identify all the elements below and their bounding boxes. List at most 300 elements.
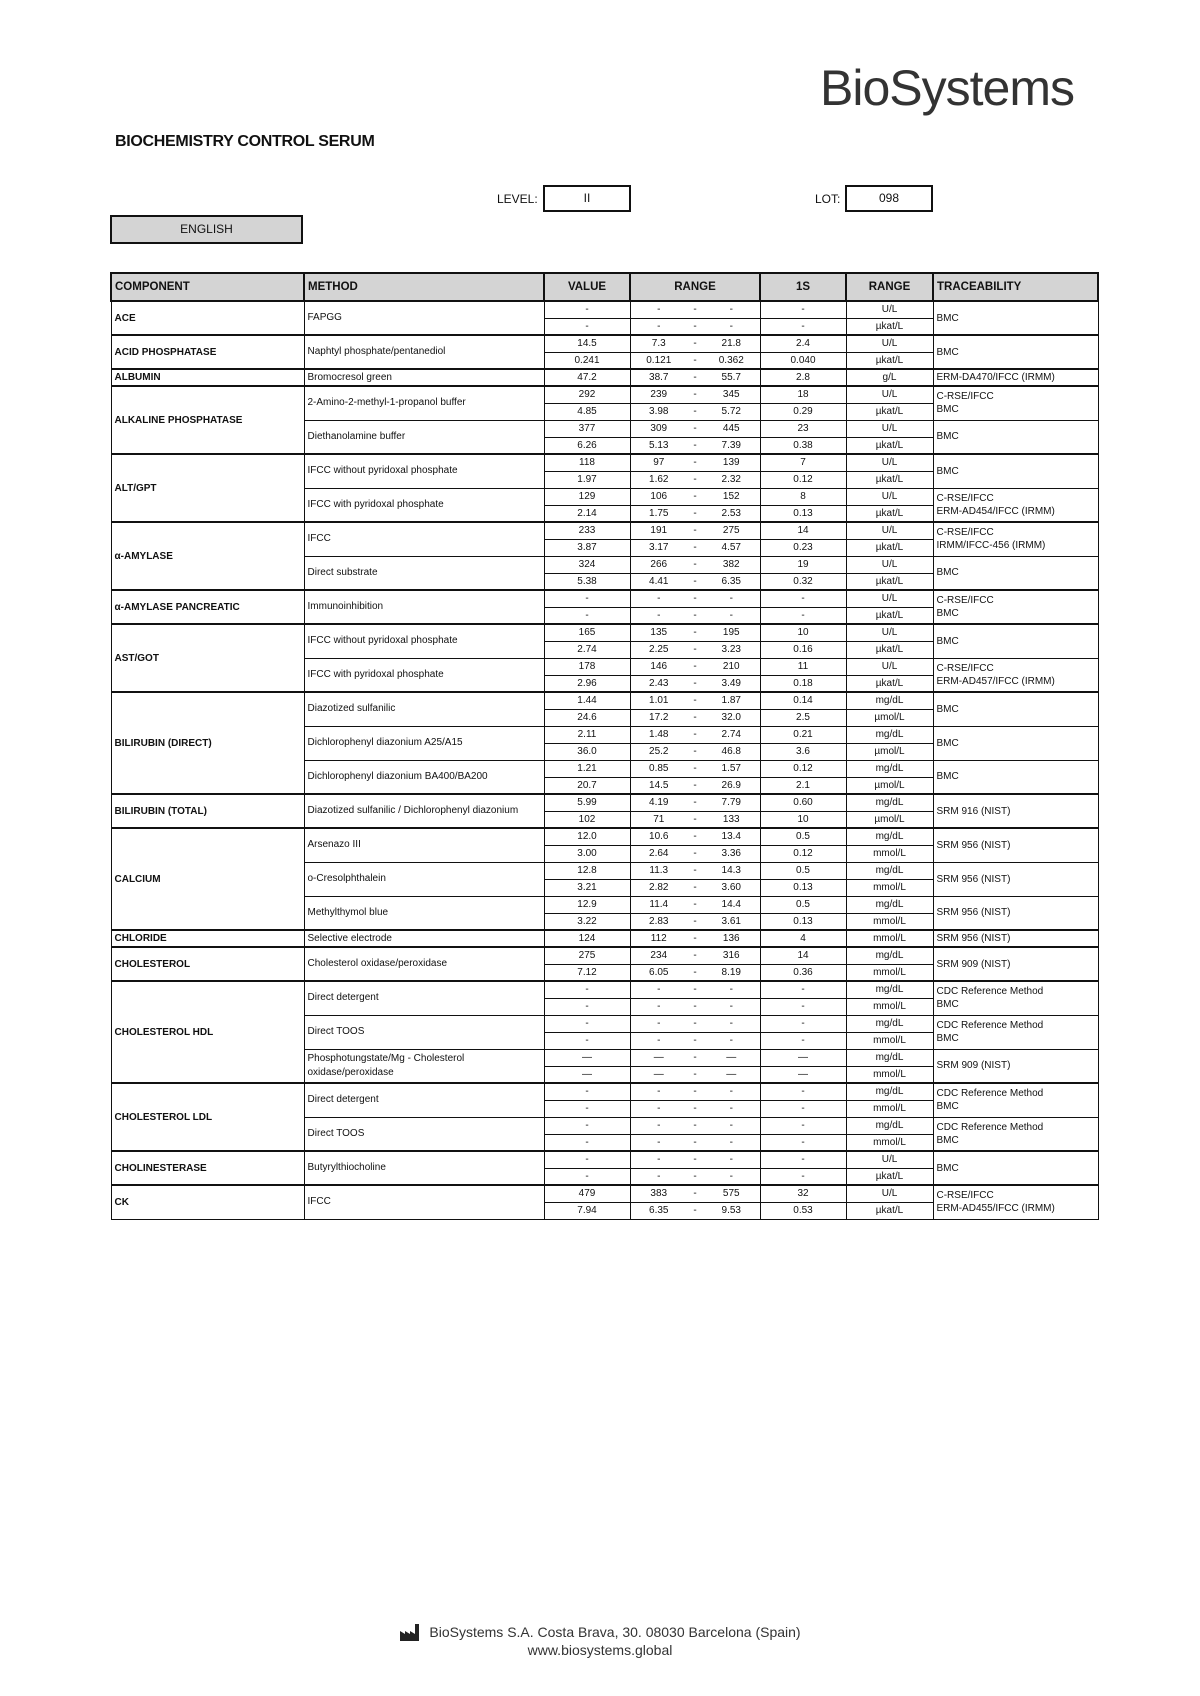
range-cell xyxy=(630,675,760,692)
sd-cell: 10 xyxy=(760,624,846,641)
unit-cell: mmol/L xyxy=(846,1134,933,1151)
unit-cell: U/L xyxy=(846,301,933,318)
sd-cell: 0.16 xyxy=(760,641,846,658)
value-cell: 6.26 xyxy=(544,437,630,454)
range-high: 55.7 xyxy=(721,372,741,383)
method-name: Cholesterol oxidase/peroxidase xyxy=(304,947,544,981)
traceability-cell xyxy=(933,488,1098,522)
traceability-cell xyxy=(933,624,1098,658)
sd-cell: 0.23 xyxy=(760,539,846,556)
range-cell xyxy=(630,1202,760,1219)
unit-cell: U/L xyxy=(846,335,933,352)
range-low: - xyxy=(657,1120,661,1131)
range-low: 6.05 xyxy=(649,966,669,978)
traceability-line: C-RSE/IFCC xyxy=(936,527,994,539)
traceability-cell xyxy=(933,1083,1098,1117)
range-low: 0.121 xyxy=(646,354,672,366)
method-name: IFCC with pyridoxal phosphate xyxy=(304,488,544,522)
range-cell xyxy=(630,1049,760,1066)
range-cell xyxy=(630,420,760,437)
range-cell xyxy=(630,641,760,658)
traceability-cell xyxy=(933,386,1098,420)
value-cell: 275 xyxy=(544,947,630,964)
range-high: - xyxy=(729,1018,733,1029)
range-high: 2.53 xyxy=(721,507,741,519)
range-cell xyxy=(630,539,760,556)
range-low: 2.83 xyxy=(649,915,669,927)
range-high: - xyxy=(729,593,733,605)
sd-cell: - xyxy=(760,998,846,1015)
control-values-table xyxy=(110,272,1099,1220)
traceability-cell xyxy=(933,454,1098,488)
range-separator: - xyxy=(693,1068,697,1080)
range-high: - xyxy=(729,984,733,996)
level-value: II xyxy=(543,185,631,212)
unit-cell: g/L xyxy=(846,369,933,386)
unit-cell: µkat/L xyxy=(846,573,933,590)
unit-cell: mmol/L xyxy=(846,964,933,981)
range-cell xyxy=(630,845,760,862)
sd-cell: 32 xyxy=(760,1185,846,1202)
range-high: 4.57 xyxy=(721,542,741,553)
value-cell: 102 xyxy=(544,811,630,828)
sd-cell: 0.29 xyxy=(760,403,846,420)
range-cell xyxy=(630,896,760,913)
traceability-cell xyxy=(933,760,1098,794)
value-cell: — xyxy=(544,1049,630,1066)
range-high: 1.87 xyxy=(721,695,741,707)
range-separator: - xyxy=(693,966,697,978)
range-cell xyxy=(630,1015,760,1032)
range-low: 266 xyxy=(650,559,668,570)
traceability-line: C-RSE/IFCC xyxy=(936,492,994,504)
range-low: 7.3 xyxy=(651,338,666,350)
range-high: 7.39 xyxy=(721,439,741,451)
traceability-line: CDC Reference Method xyxy=(936,1121,1044,1133)
sd-cell: 14 xyxy=(760,947,846,964)
unit-cell: µkat/L xyxy=(846,352,933,369)
range-low: 239 xyxy=(650,389,668,401)
unit-cell: µmol/L xyxy=(846,743,933,760)
range-separator: - xyxy=(693,746,697,757)
range-low: 97 xyxy=(653,457,665,469)
sd-cell: 2.1 xyxy=(760,777,846,794)
range-low: 0.85 xyxy=(649,763,669,774)
value-cell: - xyxy=(544,607,630,624)
traceability-cell xyxy=(933,692,1098,726)
component-name: CHOLESTEROL LDL xyxy=(111,1083,304,1151)
value-cell: — xyxy=(544,1066,630,1083)
method-name: Arsenazo III xyxy=(304,828,544,862)
traceability-line: ERM-DA470/IFCC (IRMM) xyxy=(936,372,1055,383)
sd-cell: 0.040 xyxy=(760,352,846,369)
value-cell: 5.38 xyxy=(544,573,630,590)
traceability-line: CDC Reference Method xyxy=(936,1020,1044,1031)
method-name: Direct TOOS xyxy=(304,1117,544,1151)
range-high: - xyxy=(729,1086,733,1098)
method-name: Direct substrate xyxy=(304,556,544,590)
header-range: RANGE xyxy=(630,273,760,301)
traceability-line: ERM-AD455/IFCC (IRMM) xyxy=(936,1203,1055,1215)
lot-label: LOT: xyxy=(815,192,841,206)
sd-cell: 0.12 xyxy=(760,471,846,488)
range-separator: - xyxy=(693,712,697,723)
traceability-line: SRM 909 (NIST) xyxy=(936,1060,1011,1072)
value-cell: 36.0 xyxy=(544,743,630,760)
method-name: Diazotized sulfanilic xyxy=(304,692,544,726)
range-high: 1.57 xyxy=(721,763,741,774)
unit-cell: µkat/L xyxy=(846,1202,933,1219)
traceability-line: CDC Reference Method xyxy=(936,986,1044,998)
sd-cell: 0.5 xyxy=(760,828,846,845)
traceability-cell xyxy=(933,947,1098,981)
sd-cell: 0.13 xyxy=(760,913,846,930)
value-cell: 3.21 xyxy=(544,879,630,896)
range-separator: - xyxy=(693,457,697,469)
sd-cell: 2.5 xyxy=(760,709,846,726)
value-cell: - xyxy=(544,998,630,1015)
range-cell xyxy=(630,913,760,930)
unit-cell: mmol/L xyxy=(846,845,933,862)
range-separator: - xyxy=(693,354,697,366)
range-cell xyxy=(630,828,760,845)
table-row xyxy=(111,981,1098,998)
unit-cell: µkat/L xyxy=(846,539,933,556)
range-separator: - xyxy=(693,933,697,944)
range-separator: - xyxy=(693,915,697,927)
component-name: ALBUMIN xyxy=(111,369,304,386)
table-row xyxy=(111,1083,1098,1100)
component-name: CHOLESTEROL HDL xyxy=(111,981,304,1083)
range-low: 4.41 xyxy=(649,575,669,587)
range-cell xyxy=(630,794,760,811)
range-low: 11.3 xyxy=(649,865,669,876)
level-label: LEVEL: xyxy=(497,192,538,206)
unit-cell: U/L xyxy=(846,1185,933,1202)
component-name: ALT/GPT xyxy=(111,454,304,522)
traceability-line: BMC xyxy=(936,703,959,715)
range-low: 38.7 xyxy=(649,372,669,383)
unit-cell: mmol/L xyxy=(846,913,933,930)
range-separator: - xyxy=(693,1052,697,1063)
header-method: METHOD xyxy=(304,273,544,301)
component-name: CK xyxy=(111,1185,304,1219)
method-name: Selective electrode xyxy=(304,930,544,947)
range-low: 1.48 xyxy=(649,729,669,740)
range-low: 4.19 xyxy=(649,797,669,809)
sd-cell: - xyxy=(760,1100,846,1117)
unit-cell: mmol/L xyxy=(846,1100,933,1117)
method-name: Direct TOOS xyxy=(304,1015,544,1049)
range-low: 10.6 xyxy=(649,831,669,843)
range-high: 8.19 xyxy=(721,966,741,978)
range-cell xyxy=(630,1168,760,1185)
unit-cell: µkat/L xyxy=(846,437,933,454)
value-cell: 124 xyxy=(544,930,630,947)
sd-cell: 18 xyxy=(760,386,846,403)
range-high: 3.49 xyxy=(721,677,741,689)
range-low: 1.01 xyxy=(649,695,669,707)
value-cell: - xyxy=(544,1134,630,1151)
biosystems-logo: BioSystems xyxy=(820,60,1074,116)
value-cell: 479 xyxy=(544,1185,630,1202)
range-low: - xyxy=(657,609,661,621)
range-high: 21.8 xyxy=(721,338,741,350)
range-separator: - xyxy=(693,677,697,689)
range-low: - xyxy=(657,984,661,996)
value-cell: 324 xyxy=(544,556,630,573)
sd-cell: 0.36 xyxy=(760,964,846,981)
range-separator: - xyxy=(693,304,697,316)
table-row xyxy=(111,386,1098,403)
header-component: COMPONENT xyxy=(111,273,304,301)
method-name: Naphtyl phosphate/pentanediol xyxy=(304,335,544,369)
range-high: 136 xyxy=(722,933,740,944)
range-high: 575 xyxy=(722,1188,740,1200)
sd-cell: - xyxy=(760,1032,846,1049)
header-value: VALUE xyxy=(544,273,630,301)
sd-cell: 14 xyxy=(760,522,846,539)
method-name: o-Cresolphthalein xyxy=(304,862,544,896)
range-high: 14.4 xyxy=(721,899,741,910)
traceability-cell xyxy=(933,896,1098,930)
value-cell: 118 xyxy=(544,454,630,471)
method-name: Direct detergent xyxy=(304,981,544,1015)
sd-cell: 11 xyxy=(760,658,846,675)
value-cell: - xyxy=(544,1151,630,1168)
range-low: 106 xyxy=(650,491,668,502)
range-cell xyxy=(630,658,760,675)
unit-cell: mg/dL xyxy=(846,981,933,998)
range-low: - xyxy=(657,1001,661,1012)
unit-cell: U/L xyxy=(846,488,933,505)
range-low: 1.75 xyxy=(649,507,669,519)
sd-cell: - xyxy=(760,1134,846,1151)
value-cell: 24.6 xyxy=(544,709,630,726)
range-cell xyxy=(630,386,760,403)
traceability-cell xyxy=(933,828,1098,862)
component-name: CALCIUM xyxy=(111,828,304,930)
unit-cell: µmol/L xyxy=(846,811,933,828)
range-high: 9.53 xyxy=(721,1205,741,1216)
range-separator: - xyxy=(693,1188,697,1200)
sd-cell: 0.14 xyxy=(760,692,846,709)
value-cell: - xyxy=(544,981,630,998)
sd-cell: - xyxy=(760,1117,846,1134)
range-separator: - xyxy=(693,474,697,485)
sd-cell: 8 xyxy=(760,488,846,505)
range-high: 195 xyxy=(722,627,740,639)
method-name: IFCC xyxy=(304,522,544,556)
range-low: - xyxy=(657,1154,661,1166)
range-separator: - xyxy=(693,389,697,401)
traceability-line: BMC xyxy=(936,346,959,358)
value-cell: 12.9 xyxy=(544,896,630,913)
range-cell xyxy=(630,743,760,760)
value-cell: 2.96 xyxy=(544,675,630,692)
value-cell: 2.74 xyxy=(544,641,630,658)
range-low: 2.25 xyxy=(649,644,669,655)
range-cell xyxy=(630,522,760,539)
manufacturer-icon xyxy=(399,1622,423,1642)
range-separator: - xyxy=(693,882,697,893)
range-cell xyxy=(630,1134,760,1151)
table-row xyxy=(111,794,1098,811)
range-high: - xyxy=(729,1103,733,1114)
traceability-line: SRM 956 (NIST) xyxy=(936,907,1011,919)
range-cell xyxy=(630,879,760,896)
unit-cell: µkat/L xyxy=(846,505,933,522)
range-low: 6.35 xyxy=(649,1205,669,1216)
range-cell xyxy=(630,607,760,624)
range-separator: - xyxy=(693,1136,697,1148)
range-cell xyxy=(630,590,760,607)
method-name: IFCC with pyridoxal phosphate xyxy=(304,658,544,692)
component-name: ALKALINE PHOSPHATASE xyxy=(111,386,304,454)
range-cell xyxy=(630,1083,760,1100)
range-high: 133 xyxy=(722,813,740,825)
range-high: - xyxy=(729,1001,733,1012)
sd-cell: 0.5 xyxy=(760,862,846,879)
range-separator: - xyxy=(693,372,697,383)
traceability-cell xyxy=(933,1185,1098,1219)
unit-cell: U/L xyxy=(846,1151,933,1168)
range-cell xyxy=(630,1151,760,1168)
table-row xyxy=(111,624,1098,641)
value-cell: - xyxy=(544,1032,630,1049)
traceability-line: BMC xyxy=(936,312,959,324)
range-separator: - xyxy=(693,779,697,791)
range-separator: - xyxy=(693,729,697,740)
method-name: IFCC without pyridoxal phosphate xyxy=(304,454,544,488)
sd-cell: 3.6 xyxy=(760,743,846,760)
range-high: 26.9 xyxy=(721,779,741,791)
component-name: α-AMYLASE PANCREATIC xyxy=(111,590,304,624)
range-low: 14.5 xyxy=(649,779,669,791)
range-low: — xyxy=(653,1068,664,1080)
range-low: - xyxy=(657,1103,661,1114)
sd-cell: 4 xyxy=(760,930,846,947)
range-separator: - xyxy=(693,593,697,605)
range-cell xyxy=(630,624,760,641)
value-cell: 47.2 xyxy=(544,369,630,386)
range-low: — xyxy=(653,1052,664,1063)
traceability-cell xyxy=(933,981,1098,1015)
range-cell xyxy=(630,573,760,590)
footer xyxy=(0,1622,1200,1658)
component-name: AST/GOT xyxy=(111,624,304,692)
traceability-line: BMC xyxy=(936,1033,959,1044)
method-name: Diethanolamine buffer xyxy=(304,420,544,454)
sd-cell: - xyxy=(760,1015,846,1032)
traceability-cell xyxy=(933,522,1098,556)
range-cell xyxy=(630,454,760,471)
range-high: 345 xyxy=(722,389,740,401)
traceability-line: BMC xyxy=(936,635,959,647)
range-high: 3.23 xyxy=(721,644,741,655)
value-cell: 4.85 xyxy=(544,403,630,420)
method-name: IFCC xyxy=(304,1185,544,1219)
range-cell xyxy=(630,301,760,318)
traceability-line: BMC xyxy=(936,1134,959,1146)
range-separator: - xyxy=(693,338,697,350)
traceability-cell xyxy=(933,862,1098,896)
value-cell: 2.14 xyxy=(544,505,630,522)
range-low: 146 xyxy=(650,661,668,672)
value-cell: 0.241 xyxy=(544,352,630,369)
sd-cell: 0.13 xyxy=(760,879,846,896)
range-high: - xyxy=(729,1170,733,1182)
value-cell: - xyxy=(544,1100,630,1117)
range-high: 6.35 xyxy=(721,575,741,587)
range-cell xyxy=(630,777,760,794)
range-cell xyxy=(630,403,760,420)
range-separator: - xyxy=(693,950,697,962)
range-separator: - xyxy=(693,984,697,996)
language-button[interactable]: ENGLISH xyxy=(110,215,303,244)
component-name: BILIRUBIN (TOTAL) xyxy=(111,794,304,828)
unit-cell: U/L xyxy=(846,590,933,607)
sd-cell: — xyxy=(760,1049,846,1066)
value-cell: - xyxy=(544,1117,630,1134)
unit-cell: µmol/L xyxy=(846,709,933,726)
sd-cell: - xyxy=(760,1151,846,1168)
range-cell xyxy=(630,505,760,522)
range-separator: - xyxy=(693,320,697,332)
value-cell: 5.99 xyxy=(544,794,630,811)
range-high: - xyxy=(729,320,733,332)
range-separator: - xyxy=(693,1103,697,1114)
sd-cell: 0.60 xyxy=(760,794,846,811)
range-separator: - xyxy=(693,695,697,707)
traceability-line: BMC xyxy=(936,1162,959,1174)
sd-cell: 0.12 xyxy=(760,845,846,862)
value-cell: 3.00 xyxy=(544,845,630,862)
range-high: - xyxy=(729,304,733,316)
traceability-line: SRM 956 (NIST) xyxy=(936,873,1011,885)
header-sd: 1S xyxy=(760,273,846,301)
range-high: 7.79 xyxy=(721,797,741,809)
unit-cell: U/L xyxy=(846,454,933,471)
unit-cell: µkat/L xyxy=(846,675,933,692)
range-separator: - xyxy=(693,1170,697,1182)
traceability-cell xyxy=(933,335,1098,369)
traceability-cell xyxy=(933,658,1098,692)
range-separator: - xyxy=(693,644,697,655)
range-separator: - xyxy=(693,627,697,639)
range-cell xyxy=(630,335,760,352)
unit-cell: U/L xyxy=(846,624,933,641)
range-cell xyxy=(630,998,760,1015)
unit-cell: U/L xyxy=(846,420,933,437)
range-low: 2.43 xyxy=(649,677,669,689)
range-high: - xyxy=(729,1035,733,1046)
document-title: BIOCHEMISTRY CONTROL SERUM xyxy=(115,133,375,150)
value-cell: 1.21 xyxy=(544,760,630,777)
traceability-cell xyxy=(933,590,1098,624)
traceability-cell xyxy=(933,726,1098,760)
unit-cell: mg/dL xyxy=(846,947,933,964)
range-low: 71 xyxy=(653,813,665,825)
range-low: - xyxy=(657,1018,661,1029)
range-separator: - xyxy=(693,423,697,434)
footer-address: BioSystems S.A. Costa Brava, 30. 08030 Barcelona (Spain) xyxy=(429,1624,801,1640)
value-cell: 233 xyxy=(544,522,630,539)
range-cell xyxy=(630,862,760,879)
traceability-line: BMC xyxy=(936,1101,959,1113)
sd-cell: 19 xyxy=(760,556,846,573)
traceability-line: BMC xyxy=(936,431,959,443)
